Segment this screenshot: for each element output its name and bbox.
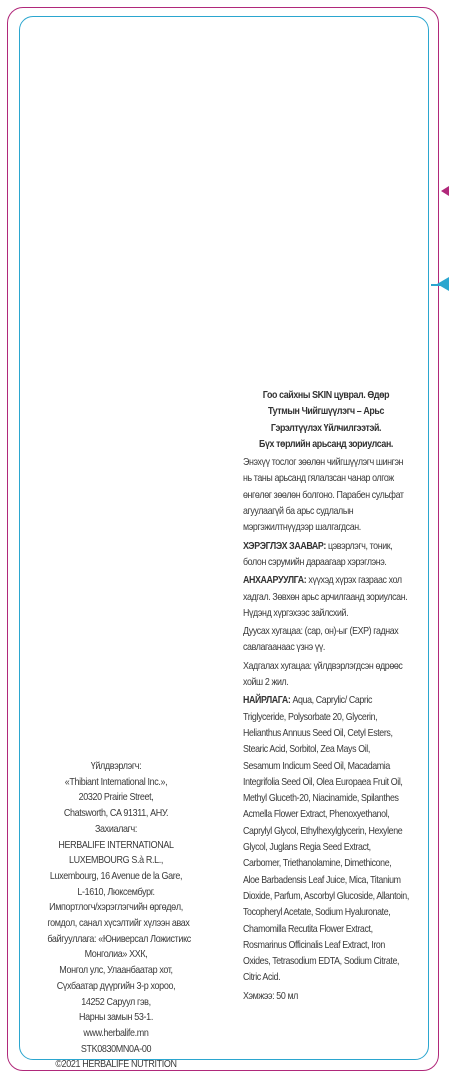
- manufacturer-line: Монгол улс, Улаанбаатар хот,: [59, 965, 173, 977]
- website-link: www.herbalife.mn: [83, 1027, 149, 1039]
- manufacturer-line: LUXEMBOURG S.à R.L.,: [68, 855, 164, 867]
- usage-text: цэвэрлэгч, тоник, болон сэрумийн дараагаар хэрэглэнэ.: [243, 540, 393, 568]
- cyan-arrow-icon: [437, 277, 449, 291]
- heading-line: Гоо сайхны SKIN цуврал. Өдөр: [262, 390, 390, 401]
- manufacturer-line: Chatsworth, CA 91311, АНУ.: [63, 808, 169, 820]
- heading-line: Гэрэлтүүлэх Үйлчилгээтэй.: [270, 422, 382, 434]
- volume-text: Хэмжээ: 50 мл: [243, 990, 298, 1002]
- product-description: Энэхүү тослог зөөлөн чийгшүүлэгч шингэн нь таны арьсанд гялалзсан чанар олгож өнгөлөг зөөлөн болгоно. Парабен сульфат агуулаагүй ба арьс судлалын мэргэжилтнүүдээр шалгагдсан.: [243, 457, 404, 534]
- product-code: STK0830MN0A-00: [80, 1043, 152, 1055]
- manufacturer-line: Импортлогч/хэрэглэгчийн өргөдөл,: [49, 902, 183, 914]
- manufacturer-line: Үйлдвэрлэгч:: [90, 761, 142, 772]
- manufacturer-info: [47, 759, 191, 1073]
- ingredients-section: [243, 693, 409, 986]
- ingredients-text: Aqua, Caprylic/ Capric Triglyceride, Polysorbate 20, Glycerin, Helianthus Annuus Seed Oil, Cetyl Esters, Stearic Acid, Sorbitol, Zea Mays Oil, Sesamum Indicum Seed Oil, Macadamia Integrifolia Seed Oil, Olea Europaea Fruit Oil, Methyl Gluceth-20, Niacinamide, Spilanthes Acmella Flower Extract, Phenoxyethanol, Caprylyl Glycol, Ethylhexylglycerin, Hexylene Glycol, Juglans Regia Seed Extract, Carbomer, Triethanolamine, Dimethicone, Aloe Barbadensis Leaf Juice, Mica, Titanium Dioxide, Parfum, Ascorbyl Glucoside, Allantoin, Tocopheryl Acetate, Sodium Hyaluronate, Chamomilla Recutita Flower Extract, Rosmarinus Officinalis Leaf Extract, Iron Oxides, Tetrasodium EDTA, Sodium Citrate, Citric Acid.: [243, 695, 409, 984]
- storage-text: Хадгалах хугацаа: үйлдвэрлэгдсэн өдрөөс хойш 2 жил.: [243, 660, 403, 689]
- manufacturer-line: HERBALIFE INTERNATIONAL: [58, 839, 174, 851]
- heading-line: Бүх төрлийн арьсанд зориулсан.: [258, 438, 394, 450]
- manufacturer-line: 14252 Саруул гэв,: [81, 996, 151, 1008]
- manufacturer-line: L-1610, Люксембург.: [77, 886, 155, 898]
- manufacturer-line: «Thibiant International Inc.»,: [64, 776, 168, 788]
- magenta-arrow-icon: [441, 186, 449, 196]
- heading-line: Тутмын Чийгшүүлэгч – Арьс: [267, 406, 385, 418]
- warning-section: [243, 573, 409, 622]
- warning-label: АНХААРУУЛГА:: [243, 575, 307, 587]
- manufacturer-line: Сүхбаатар дүүргийн 3-р хороо,: [56, 980, 176, 992]
- copyright-text: ©2021 HERBALIFE NUTRITION: [55, 1059, 177, 1071]
- manufacturer-line: Захиалагч:: [94, 823, 137, 835]
- ingredients-label: НАЙРЛАГА:: [243, 695, 291, 707]
- manufacturer-line: Luxembourg, 16 Avenue de la Gare,: [49, 870, 183, 882]
- manufacturer-line: Нарны замын 53-1.: [79, 1012, 153, 1024]
- usage-label: ХЭРЭГЛЭХ ЗААВАР:: [243, 540, 326, 552]
- manufacturer-line: гомдол, санал хүсэлтийг хүлээн авах: [47, 918, 190, 930]
- manufacturer-line: байгууллага: «Юниверсал Ложистикс: [47, 933, 191, 945]
- manufacturer-line: Монголиа» ХХК,: [84, 949, 148, 961]
- usage-section: [243, 539, 409, 572]
- product-info-column: [243, 388, 409, 1005]
- warning-text: хүүхэд хүрэх газраас хол хадгал. Зөвхөн арьс арчилгаанд зориулсан. Нүдэнд хүргэхээс зайлсхий.: [243, 575, 408, 619]
- expiry-text: Дуусах хугацаа: (сар, он)-ыг (EXP) гаднах савлагаанаас үзнэ үү.: [243, 626, 399, 654]
- manufacturer-line: 20320 Prairie Street,: [78, 792, 154, 804]
- product-heading: [243, 388, 409, 453]
